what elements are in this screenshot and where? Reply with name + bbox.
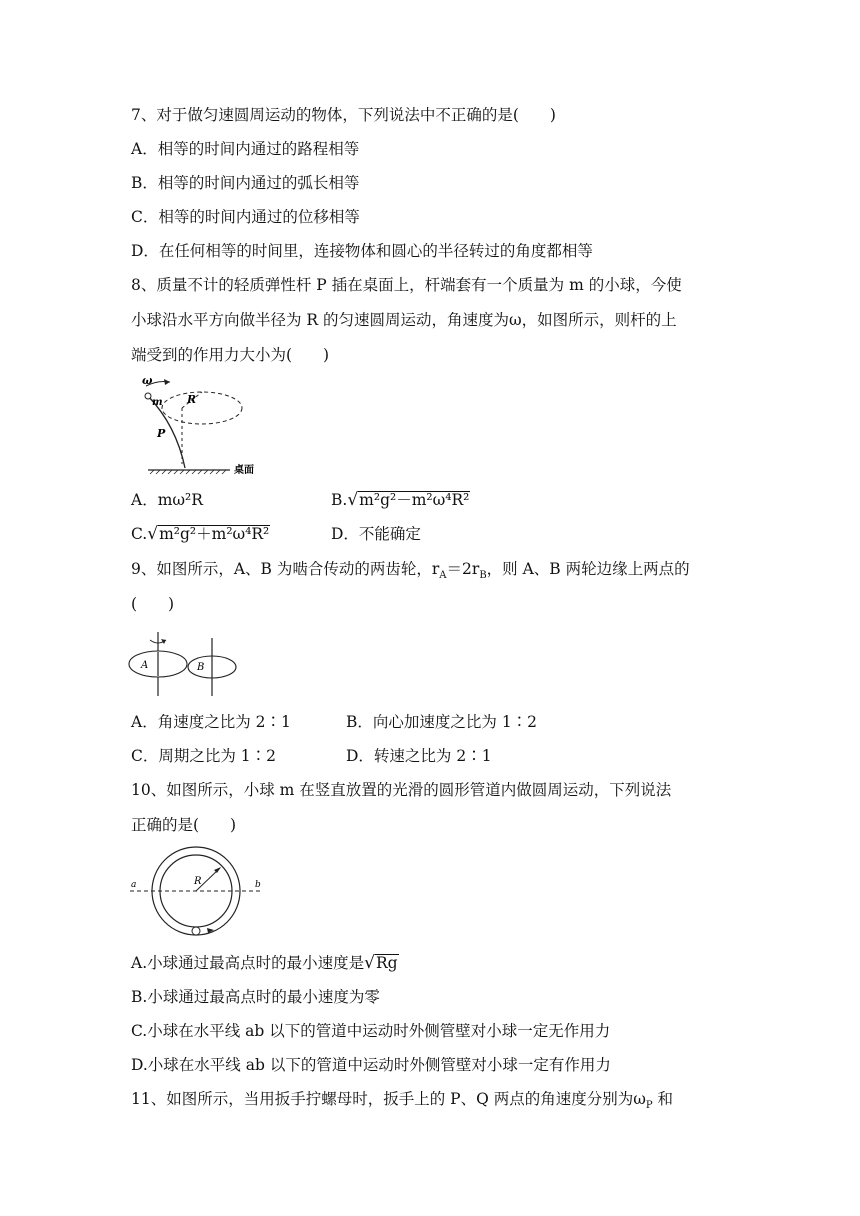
- label-table: 桌面: [234, 465, 254, 476]
- q7-option-c: C．相等的时间内通过的位移相等: [131, 208, 360, 226]
- sqrt-icon: √: [347, 490, 359, 510]
- q10-stem-line-1: 10、如图所示，小球 m 在竖直放置的光滑的圆形管道内做圆周运动，下列说法: [131, 781, 672, 799]
- q10-option-d: D.小球在水平线 ab 以下的管道中运动时外侧管壁对小球一定有作用力: [131, 1056, 611, 1074]
- ball-m: [192, 927, 200, 935]
- q8-option-c-formula: m²g²＋m²ω⁴R²: [159, 525, 270, 543]
- ball-m: [145, 393, 151, 399]
- q7-option-b: B．相等的时间内通过的弧长相等: [131, 174, 360, 192]
- q8-option-c-label: C.: [131, 525, 148, 543]
- q8-option-d: D．不能确定: [331, 525, 421, 543]
- omega-arrowhead: [164, 379, 170, 385]
- label-r: R: [194, 876, 202, 887]
- label-r: R: [187, 393, 197, 406]
- label-a: A: [141, 660, 149, 671]
- label-b: B: [197, 662, 205, 673]
- q8-stem-line-2: 小球沿水平方向做半径为 R 的匀速圆周运动，角速度为ω，如图所示，则杆的上: [131, 311, 677, 329]
- q10-option-b: B.小球通过最高点时的最小速度为零: [131, 988, 380, 1006]
- q8-stem-line-1: 8、质量不计的轻质弹性杆 P 插在桌面上，杆端套有一个质量为 m 的小球，今使: [131, 276, 682, 294]
- orbit-ellipse: [162, 392, 242, 424]
- q11-stem-line-1: 11、如图所示，当用扳手拧螺母时，扳手上的 P、Q 两点的角速度分别为$\omega_P$ 和: [131, 1090, 674, 1112]
- q8-figure-elastic-rod: [140, 374, 270, 476]
- label-b: b: [255, 880, 261, 890]
- q9-stem-line-1: 9、如图所示，A、B 为啮合传动的两齿轮，$r_A=2r_B$，则 A、B 两轮边缘上两点的: [131, 560, 690, 582]
- sqrt-icon: √: [147, 524, 159, 544]
- q10-figure-circular-tube: [128, 846, 268, 942]
- q7-stem: 7、对于做匀速圆周运动的物体，下列说法中不正确的是( ): [131, 106, 556, 124]
- q10-option-a-formula: Rg: [375, 954, 398, 972]
- label-a: a: [131, 880, 137, 890]
- q9-option-a: A．角速度之比为 2∶1: [131, 713, 291, 731]
- q8-option-b: [331, 490, 470, 510]
- q8-option-a-label: A．: [131, 491, 158, 509]
- q10-option-a: A.小球通过最高点时的最小速度是√Rg: [131, 953, 398, 973]
- q10-option-c: C.小球在水平线 ab 以下的管道中运动时外侧管壁对小球一定无作用力: [131, 1022, 611, 1040]
- q9-option-b: B．向心加速度之比为 1∶2: [346, 713, 538, 731]
- q8-option-a-formula: mω²R: [157, 491, 203, 509]
- q9-figure-gears: [128, 628, 240, 700]
- q7-option-d: D．在任何相等的时间里，连接物体和圆心的半径转过的角度都相等: [131, 242, 593, 260]
- q9-option-d: D．转速之比为 2∶1: [346, 747, 492, 765]
- q7-option-a: A．相等的时间内通过的路程相等: [131, 140, 360, 158]
- label-p: P: [157, 427, 166, 440]
- q8-stem-line-3: 端受到的作用力大小为( ): [131, 346, 330, 364]
- q9-stem-line-2: ( ): [131, 595, 175, 613]
- label-omega: ω: [142, 374, 153, 387]
- q9-option-c: C．周期之比为 1∶2: [131, 747, 277, 765]
- q10-stem-line-2: 正确的是( ): [131, 816, 237, 834]
- subscript-p: P: [645, 1100, 653, 1112]
- label-m: m: [152, 397, 163, 408]
- sqrt-icon: √: [364, 953, 375, 973]
- q8-option-c: [131, 524, 270, 544]
- q8-option-a: [131, 490, 203, 510]
- subscript-b: B: [479, 570, 487, 582]
- subscript-a: A: [439, 570, 447, 582]
- q8-option-b-label: B.: [331, 491, 348, 509]
- table-hatching: [150, 470, 226, 474]
- q8-option-b-formula: m²g²－m²ω⁴R²: [359, 491, 470, 509]
